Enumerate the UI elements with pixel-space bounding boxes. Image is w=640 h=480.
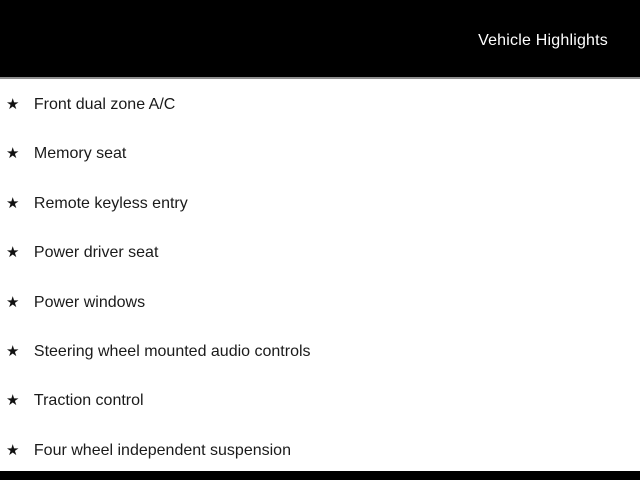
star-icon: ★ — [6, 193, 20, 212]
footer-bar — [0, 471, 640, 480]
list-item-label: Power windows — [33, 293, 146, 311]
list-item — [6, 129, 640, 178]
list-item-label: Remote keyless entry — [33, 194, 188, 212]
list-item — [6, 376, 640, 425]
list-item-label: Steering wheel mounted audio controls — [33, 342, 311, 360]
star-icon: ★ — [6, 440, 20, 459]
star-icon: ★ — [6, 243, 20, 262]
list-item — [6, 179, 640, 228]
star-icon: ★ — [6, 391, 20, 410]
list-item-label: Memory seat — [33, 145, 127, 163]
star-icon: ★ — [6, 341, 20, 360]
list-item — [6, 426, 640, 475]
star-icon: ★ — [6, 144, 20, 163]
header-bar — [0, 0, 640, 79]
list-item-label: Power driver seat — [33, 244, 159, 262]
vehicle-highlights-list — [0, 79, 640, 475]
page-title: Vehicle Highlights — [478, 32, 608, 49]
list-item-label: Front dual zone A/C — [33, 96, 176, 113]
star-icon: ★ — [6, 292, 20, 311]
list-item — [6, 327, 640, 376]
list-item — [6, 278, 640, 327]
list-item-label: Four wheel independent suspension — [33, 441, 291, 459]
list-item-label: Traction control — [33, 392, 144, 410]
list-item — [6, 80, 640, 129]
star-icon: ★ — [6, 95, 20, 113]
list-item — [6, 228, 640, 277]
